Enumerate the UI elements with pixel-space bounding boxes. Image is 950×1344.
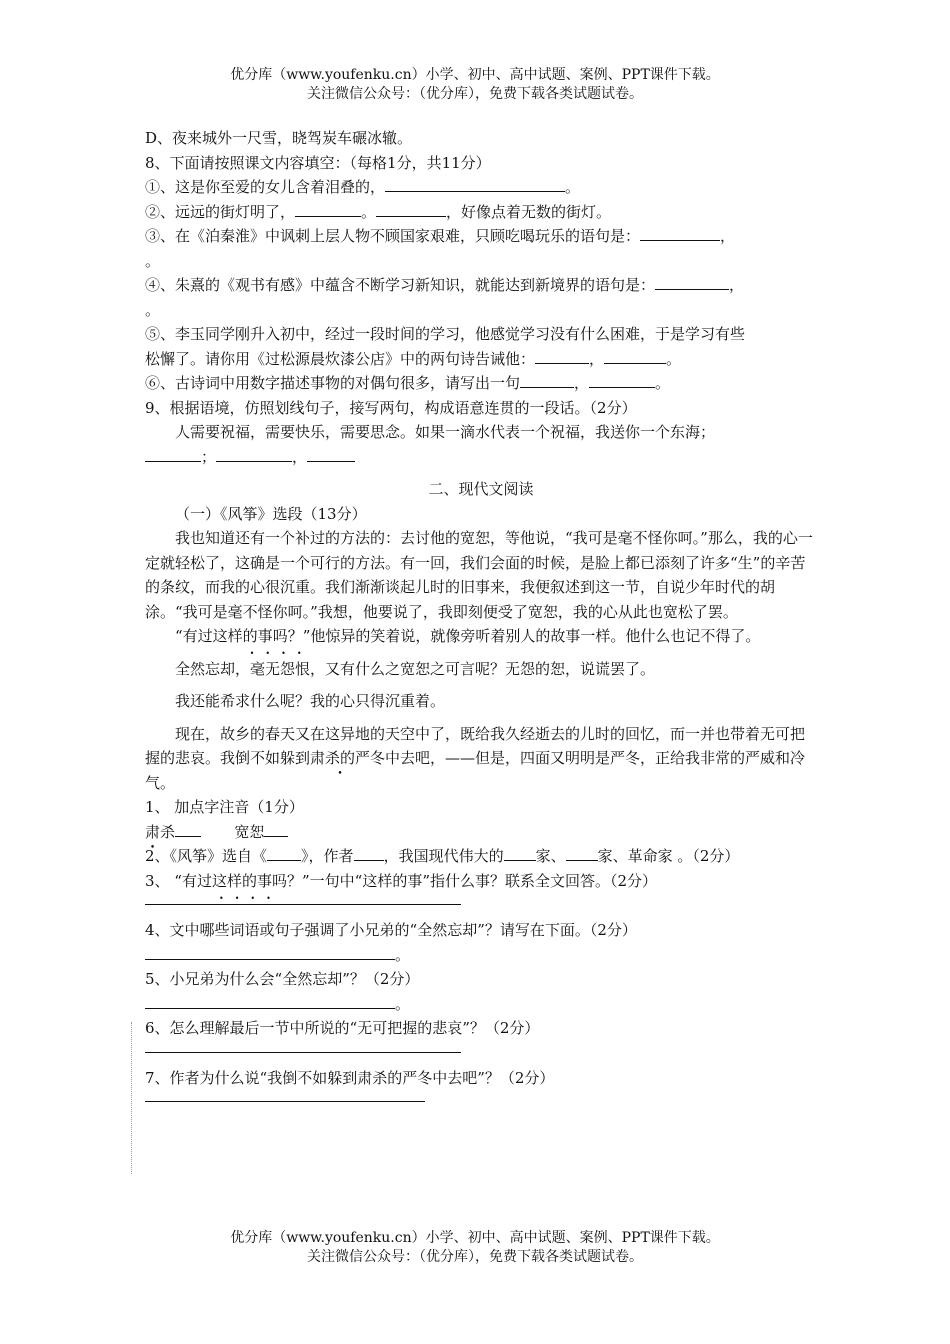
question-8: 8、下面请按照课文内容填空：（每格1分，共11分） xyxy=(145,153,491,172)
section-title: 二、现代文阅读 xyxy=(428,480,534,498)
dotted-text: 这样的事 •••• xyxy=(213,627,273,645)
answer-blank[interactable] xyxy=(640,224,720,241)
answer-blank[interactable] xyxy=(566,844,598,861)
q8-item-5-line1: ⑤、李玉同学刚升入初中，经过一段时间的学习，他感觉学习没有什么困难，于是学习有些 xyxy=(145,325,746,343)
answer-blank[interactable] xyxy=(295,200,361,217)
answer-blank[interactable] xyxy=(307,445,355,462)
answer-blank[interactable] xyxy=(264,820,288,837)
question-6: 6、怎么理解最后一节中所说的“无可把握的悲哀”？（2分） xyxy=(145,1019,540,1037)
answer-blank[interactable] xyxy=(604,347,666,364)
answer-line[interactable] xyxy=(145,1041,461,1053)
q5-answer: 。 xyxy=(145,992,817,1017)
question-9: 9、根据语境，仿照划线句子，接写两句，构成语意连贯的一段话。（2分） xyxy=(145,398,637,417)
question-5: 5、小兄弟为什么会“全然忘却”？（2分） xyxy=(145,970,420,988)
page-footer xyxy=(0,1229,950,1267)
q4-answer: 。 xyxy=(145,943,817,968)
passage-para-3: 全然忘却，毫无怨恨，又有什么之宽恕之可言呢？无怨的恕，说谎罢了。 xyxy=(175,659,656,678)
answer-blank[interactable] xyxy=(354,844,384,861)
q9-answer: ； ， xyxy=(145,445,817,470)
q9-text: 人需要祝福，需要快乐，需要思念。如果一滴水代表一个祝福，我送你一个东海； xyxy=(175,423,716,441)
q8-item-2: ②、远远的街灯明了， 。 ，好像点着无数的街灯。 xyxy=(145,200,817,225)
q8-item-5-line2: 松懈了。请你用《过松源晨炊漆公店》中的两句诗告诫他： ， 。 xyxy=(145,347,817,372)
answer-blank[interactable] xyxy=(385,175,565,192)
answer-blank[interactable] xyxy=(504,844,536,861)
answer-blank[interactable] xyxy=(376,200,446,217)
passage-subtitle: （一）《风筝》选段（13分） xyxy=(175,504,367,523)
page-header xyxy=(0,66,950,104)
question-3: 3、 “有过这样的事 •••• 吗？”一句中“这样的事”指什么事？联系全文回答。（2分） xyxy=(145,869,817,894)
footer-line-1: 优分库（www.youfenku.cn）小学、初中、高中试题、案例、PPT课件下载。 xyxy=(230,1230,720,1246)
question-7: 7、作者为什么说“我倒不如躲到肃杀的严冬中去吧”？（2分） xyxy=(145,1068,555,1087)
answer-blank[interactable] xyxy=(145,943,395,960)
answer-line[interactable] xyxy=(145,1090,425,1102)
answer-line[interactable] xyxy=(145,893,461,905)
emphasis-dots: •••• xyxy=(249,649,313,658)
question-2: 2、《风筝》选自《 》，作者 ，我国现代伟大的 家、 家、革命家 。（2分） xyxy=(145,844,817,869)
q8-item-3-end: 。 xyxy=(145,251,161,270)
answer-blank[interactable] xyxy=(535,347,589,364)
question-1: 1、 加点字注音（1分） xyxy=(145,798,304,816)
header-line-2: 关注微信公众号：（优分库），免费下载各类试题试卷。 xyxy=(307,86,643,102)
exam-content xyxy=(145,126,817,1102)
passage-para-4: 我还能希求什么呢？我的心只得沉重着。 xyxy=(175,692,446,710)
q8-item-3: ③、在《泊秦淮》中讽刺上层人物不顾国家艰难，只顾吃喝玩乐的语句是： ， xyxy=(145,224,817,249)
answer-blank[interactable] xyxy=(145,992,395,1009)
q8-item-1: ①、这是你至爱的女儿含着泪叠的， 。 xyxy=(145,175,817,200)
passage-para-1: 我也知道还有一个补过的方法的：去讨他的宽恕，等他说，“我可是毫不怪你呵。”那么，我的心一定就轻松了，这确是一个可行的方法。有一回，我们会面的时候，是脸上都已添刻了许多“生”的辛苦的条纹，而我的心很沉重。我们渐渐谈起儿时的旧事来，我便叙述到这一节，自说少年时代的胡涂。“我可是毫不怪你呵。”我想，他要说了，我即刻便受了宽恕，我的心从此也宽松了罢。 xyxy=(145,529,813,621)
q8-item-4: ④、朱熹的《观书有感》中蕴含不断学习新知识，就能达到新境界的语句是： ， xyxy=(145,273,817,298)
q1-words: 肃杀 宽恕 xyxy=(145,820,817,845)
margin-dotted-line xyxy=(131,1022,132,1174)
q8-item-4-end: 。 xyxy=(145,300,161,319)
answer-blank[interactable] xyxy=(145,445,201,462)
q8-item-6: ⑥、古诗词中用数字描述事物的对偶句很多，请写出一句 ， 。 xyxy=(145,371,817,396)
passage-para-2: “有过这样的事 •••• 吗？”他惊异的笑着说，就像旁听着别人的故事一样。他什么也记不得了。 xyxy=(145,624,817,649)
answer-blank[interactable] xyxy=(216,445,292,462)
passage-para-5: 现在，故乡的春天又在这异地的天空中了，既给我久经逝去的儿时的回忆，而一并也带着无可把握的悲哀。我倒不如躲到肃杀的严冬中去吧，——但是，四面又明明是严冬，正给我非常的严威和冷气。 xyxy=(145,724,806,792)
answer-blank[interactable] xyxy=(267,844,301,861)
header-line-1: 优分库（www.youfenku.cn）小学、初中、高中试题、案例、PPT课件下载。 xyxy=(230,67,720,83)
answer-blank[interactable] xyxy=(589,371,655,388)
question-4: 4、文中哪些词语或句子强调了小兄弟的“全然忘却”？请写在下面。（2分） xyxy=(145,921,637,939)
answer-blank[interactable] xyxy=(655,273,729,290)
emphasis-dots: •••• xyxy=(218,893,282,903)
answer-blank[interactable] xyxy=(520,371,574,388)
dotted-text: 这样的事 •••• xyxy=(212,872,272,890)
dotted-char: 肃杀 xyxy=(310,749,341,767)
footer-line-2: 关注微信公众号：（优分库），免费下载各类试题试卷。 xyxy=(307,1249,643,1265)
option-d: D、夜来城外一尺雪，晓驾炭车碾冰辙。 xyxy=(145,129,413,147)
answer-blank[interactable] xyxy=(175,820,201,837)
